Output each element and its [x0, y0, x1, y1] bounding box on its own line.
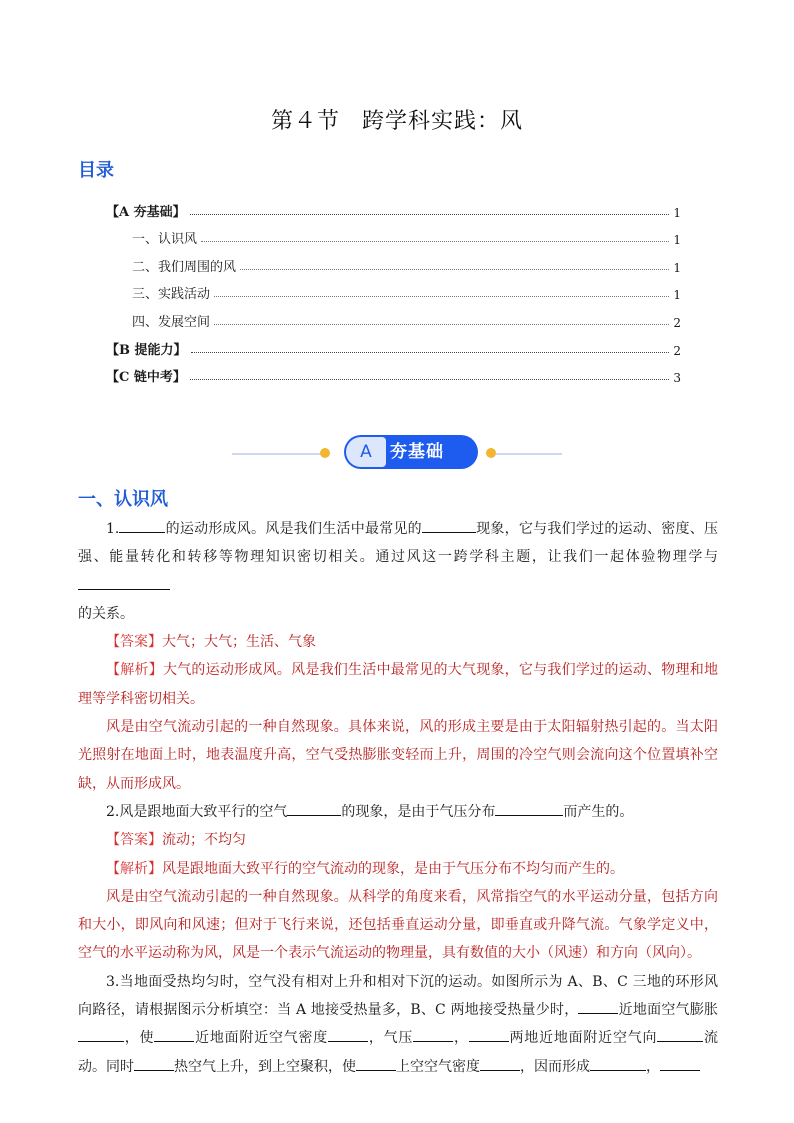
question-2: 2.风是跟地面大致平行的空气 的现象，是由于气压分布 而产生的。	[78, 798, 718, 826]
answer-blank[interactable]	[287, 801, 341, 816]
answer-blank[interactable]	[413, 1027, 453, 1042]
answer-blank[interactable]	[356, 1056, 396, 1071]
banner-left-dot	[320, 448, 330, 458]
toc-leader-dots	[190, 214, 670, 215]
section-number: 第４节	[270, 109, 340, 134]
toc-item[interactable]	[106, 302, 681, 330]
analysis-extra: 风是由空气流动引起的一种自然现象。从科学的角度来看，风常指空气的水平运动分量，包括方向和大小，即风向和风速；但对于飞行来说，还包括垂直运动分量，即垂直或升降气流。气象学定义中，空气的水平运动称为风，风是一个表示气流运动的物理量，具有数值的大小（风速）和方向（风向）。	[78, 888, 718, 962]
toc-leader-dots	[214, 324, 669, 325]
answer-blank[interactable]	[495, 801, 563, 816]
question-1-tail: 的关系。	[78, 605, 134, 622]
banner-letter: A	[346, 437, 386, 467]
toc-item-label: 二、我们周围的风	[132, 259, 237, 275]
toc-item-page: 1	[673, 288, 681, 303]
toc-item-label: 一、认识风	[132, 232, 198, 248]
answer-blank[interactable]	[134, 1056, 174, 1071]
toc-item-label: 【B 提能力】	[106, 342, 187, 358]
toc-item[interactable]	[106, 358, 681, 386]
answer-line: 【答案】流动；不均匀	[106, 832, 246, 849]
banner-right-dot	[486, 448, 496, 458]
toc-item-page: 3	[673, 371, 681, 386]
answer-blank[interactable]	[578, 999, 618, 1014]
answer-blank[interactable]	[480, 1056, 520, 1071]
toc-item-page: 1	[673, 260, 681, 275]
answer-blank[interactable]	[590, 1056, 646, 1071]
answer-blank[interactable]	[422, 518, 476, 533]
table-of-contents	[106, 192, 681, 385]
toc-item-label: 【C 链中考】	[106, 370, 186, 386]
toc-item-page: 1	[673, 205, 681, 220]
toc-item[interactable]	[106, 192, 681, 220]
section-body	[78, 515, 718, 1081]
toc-item[interactable]	[106, 220, 681, 248]
answer-blank[interactable]	[469, 1027, 509, 1042]
toc-heading: 目录	[78, 160, 114, 181]
toc-item[interactable]	[106, 275, 681, 303]
answer-line: 【答案】大气；大气；生活、气象	[106, 634, 316, 651]
question-3: 3.当地面受热均匀时，空气没有相对上升和相对下沉的运动。如图所示为 A、B、C 三地的环形风向路径，请根据图示分析填空：当 A 地接受热量多，B、C 两地接受热量少时， 近地面空气膨胀，使 近地面附近空气密度 ，气压 ， 两地近地面附近空气向 流动。同时 热空气上升，到上空聚积，使 上空空气密度 ，因而形成 ，	[78, 973, 719, 1075]
toc-leader-dots	[201, 241, 669, 242]
section-banner	[232, 434, 562, 472]
toc-item-page: 1	[673, 233, 681, 248]
toc-leader-dots	[191, 352, 670, 353]
analysis-line: 【解析】风是跟地面大致平行的空气流动的现象，是由于气压分布不均匀而产生的。	[106, 860, 624, 877]
toc-leader-dots	[214, 296, 669, 297]
analysis-line: 【解析】大气的运动形成风。风是我们生活中最常见的大气现象，它与我们学过的运动、物理和地理等学科密切相关。	[78, 662, 718, 707]
question-1: 1. 的运动形成风。风是我们生活中最常见的 现象，它与我们学过的运动、密度、压强、能量转化和转移等物理知识密切相关。通过风这一跨学科主题，让我们一起体验物理学与	[78, 515, 718, 600]
section-title: 跨学科实践：风	[362, 109, 524, 134]
analysis-extra: 风是由空气流动引起的一种自然现象。具体来说，风的形成主要是由于太阳辐射热引起的。当太阳光照射在地面上时，地表温度升高，空气受热膨胀变轻而上升，周围的冷空气则会流向这个位置填补空缺，从而形成风。	[78, 719, 718, 792]
banner-left-line	[232, 453, 326, 455]
toc-leader-dots	[240, 269, 669, 270]
toc-item[interactable]	[106, 330, 681, 358]
banner-text: 夯基础	[390, 442, 444, 462]
answer-blank[interactable]	[154, 1027, 194, 1042]
toc-item-label: 三、实践活动	[132, 287, 211, 303]
answer-blank[interactable]	[78, 575, 170, 590]
answer-blank[interactable]	[657, 1027, 703, 1042]
toc-item-page: 2	[673, 343, 681, 358]
toc-item[interactable]	[106, 247, 681, 275]
toc-leader-dots	[190, 379, 669, 380]
section-heading: 一、认识风	[78, 489, 168, 510]
toc-item-label: 【A 夯基础】	[106, 204, 186, 220]
page-title	[0, 104, 794, 135]
toc-item-label: 四、发展空间	[132, 314, 211, 330]
answer-blank[interactable]	[119, 518, 165, 533]
toc-item-page: 2	[673, 315, 681, 330]
answer-blank[interactable]	[78, 1027, 124, 1042]
answer-blank[interactable]	[328, 1027, 368, 1042]
answer-blank[interactable]	[660, 1056, 700, 1071]
banner-right-line	[496, 453, 562, 455]
